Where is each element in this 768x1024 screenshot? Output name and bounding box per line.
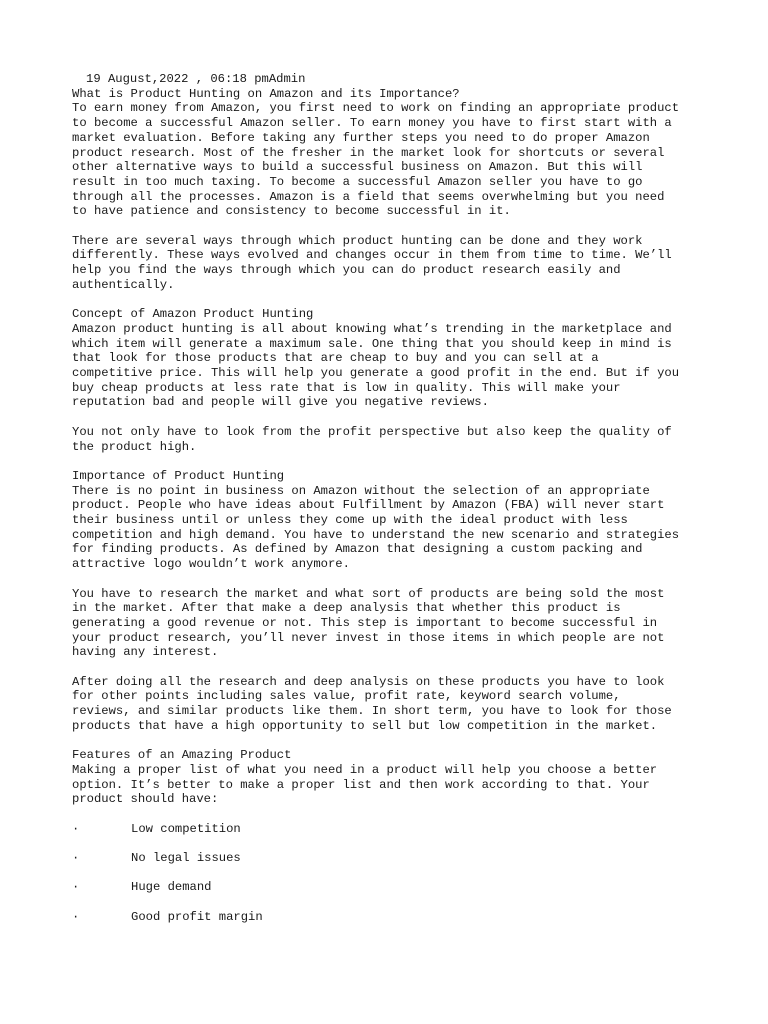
text-line: generating a good revenue or not. This step is important to become successful in: [72, 615, 658, 630]
list-item: [72, 822, 712, 837]
text-line: competition and high demand. You have to understand the new scenario and strategies: [72, 527, 680, 542]
section-heading-features: Features of an Amazing Product: [72, 748, 292, 763]
list-gap: [72, 895, 712, 910]
bullet-icon: ·: [72, 880, 80, 895]
text-line: their business until or unless they come up with the ideal product with less: [72, 513, 628, 528]
list-item-label: Good profit margin: [131, 909, 263, 924]
paragraph-quality: [72, 425, 712, 454]
list-item: [72, 880, 712, 895]
list-item-label: Low competition: [131, 821, 241, 836]
paragraph-gap: [72, 410, 712, 425]
section-heading-concept: Concept of Amazon Product Hunting: [72, 307, 314, 322]
text-line: which item will generate a maximum sale. One thing that you should keep in mind is: [72, 336, 672, 351]
list-item-label: Huge demand: [131, 880, 212, 895]
text-line: To earn money from Amazon, you first need to work on finding an appropriate product: [72, 101, 680, 116]
paragraph-gap: [72, 572, 712, 587]
text-line: option. It’s better to make a proper list and then work according to that. Your: [72, 777, 650, 792]
list-gap: [72, 866, 712, 881]
text-line: product research. Most of the fresher in the market look for shortcuts or several: [72, 145, 665, 160]
paragraph-gap: [72, 734, 712, 749]
text-line: You not only have to look from the profit perspective but also keep the quality of: [72, 424, 672, 439]
text-line: result in too much taxing. To become a successful Amazon seller you have to go: [72, 174, 643, 189]
section-heading-importance: Importance of Product Hunting: [72, 468, 285, 483]
text-line: to have patience and consistency to become successful in it.: [72, 204, 511, 219]
text-line: products that have a high opportunity to sell but low competition in the market.: [72, 718, 658, 733]
text-line: for finding products. As defined by Amazon that designing a custom packing and: [72, 542, 643, 557]
text-line: There is no point in business on Amazon without the selection of an appropriate: [72, 483, 650, 498]
text-line: After doing all the research and deep analysis on these products you have to look: [72, 674, 665, 689]
text-line: that look for those products that are cheap to buy and you can sell at a: [72, 351, 599, 366]
bullet-icon: ·: [72, 821, 80, 836]
text-line: product. People who have ideas about Fulfillment by Amazon (FBA) will never start: [72, 498, 665, 513]
post-meta: [72, 72, 712, 87]
paragraph-ways: [72, 234, 712, 293]
feature-list: [72, 822, 712, 925]
text-line: buy cheap products at less rate that is low in quality. This will make your: [72, 380, 621, 395]
text-line: authentically.: [72, 277, 175, 292]
text-line: to become a successful Amazon seller. To earn money you have to first start with a: [72, 116, 672, 131]
bullet-icon: ·: [72, 851, 80, 866]
paragraph-gap: [72, 454, 712, 469]
list-gap: [72, 836, 712, 851]
paragraph-intro: [72, 101, 712, 219]
post-author: Admin: [268, 72, 306, 86]
post-date: 19 August,2022 , 06:18 pm: [86, 72, 269, 86]
paragraph-gap: [72, 219, 712, 234]
text-line: reviews, and similar products like them. In short term, you have to look for those: [72, 704, 672, 719]
text-line: Amazon product hunting is all about knowing what’s trending in the marketplace and: [72, 321, 672, 336]
text-line: competitive price. This will help you generate a good profit in the end. But if you: [72, 366, 680, 381]
list-item: [72, 910, 712, 925]
text-line: market evaluation. Before taking any further steps you need to do proper Amazon: [72, 130, 650, 145]
text-line: differently. These ways evolved and changes occur in them from time to time. We’ll: [72, 248, 672, 263]
bullet-icon: ·: [72, 909, 80, 924]
paragraph-importance: [72, 484, 712, 572]
document-title: What is Product Hunting on Amazon and its Importance?: [72, 86, 460, 101]
paragraph-analysis: [72, 675, 712, 734]
list-item-label: No legal issues: [131, 851, 241, 866]
paragraph-research: [72, 587, 712, 661]
text-line: You have to research the market and what sort of products are being sold the most: [72, 586, 665, 601]
text-line: for other points including sales value, profit rate, keyword search volume,: [72, 689, 621, 704]
text-line: the product high.: [72, 439, 197, 454]
list-item: [72, 851, 712, 866]
paragraph-features: [72, 763, 712, 807]
text-line: reputation bad and people will give you negative reviews.: [72, 395, 489, 410]
text-line: product should have:: [72, 792, 219, 807]
text-line: through all the processes. Amazon is a field that seems overwhelming but you need: [72, 189, 665, 204]
text-line: attractive logo wouldn’t work anymore.: [72, 557, 350, 572]
text-line: There are several ways through which product hunting can be done and they work: [72, 233, 643, 248]
paragraph-gap: [72, 660, 712, 675]
text-line: having any interest.: [72, 645, 219, 660]
text-line: other alternative ways to build a successful business on Amazon. But this will: [72, 160, 643, 175]
text-line: Making a proper list of what you need in a product will help you choose a better: [72, 762, 658, 777]
text-line: help you find the ways through which you can do product research easily and: [72, 263, 621, 278]
document-body: [72, 72, 712, 925]
paragraph-gap: [72, 293, 712, 308]
paragraph-concept: [72, 322, 712, 410]
text-line: in the market. After that make a deep analysis that whether this product is: [72, 601, 621, 616]
text-line: your product research, you’ll never invest in those items in which people are not: [72, 630, 665, 645]
paragraph-gap: [72, 807, 712, 822]
